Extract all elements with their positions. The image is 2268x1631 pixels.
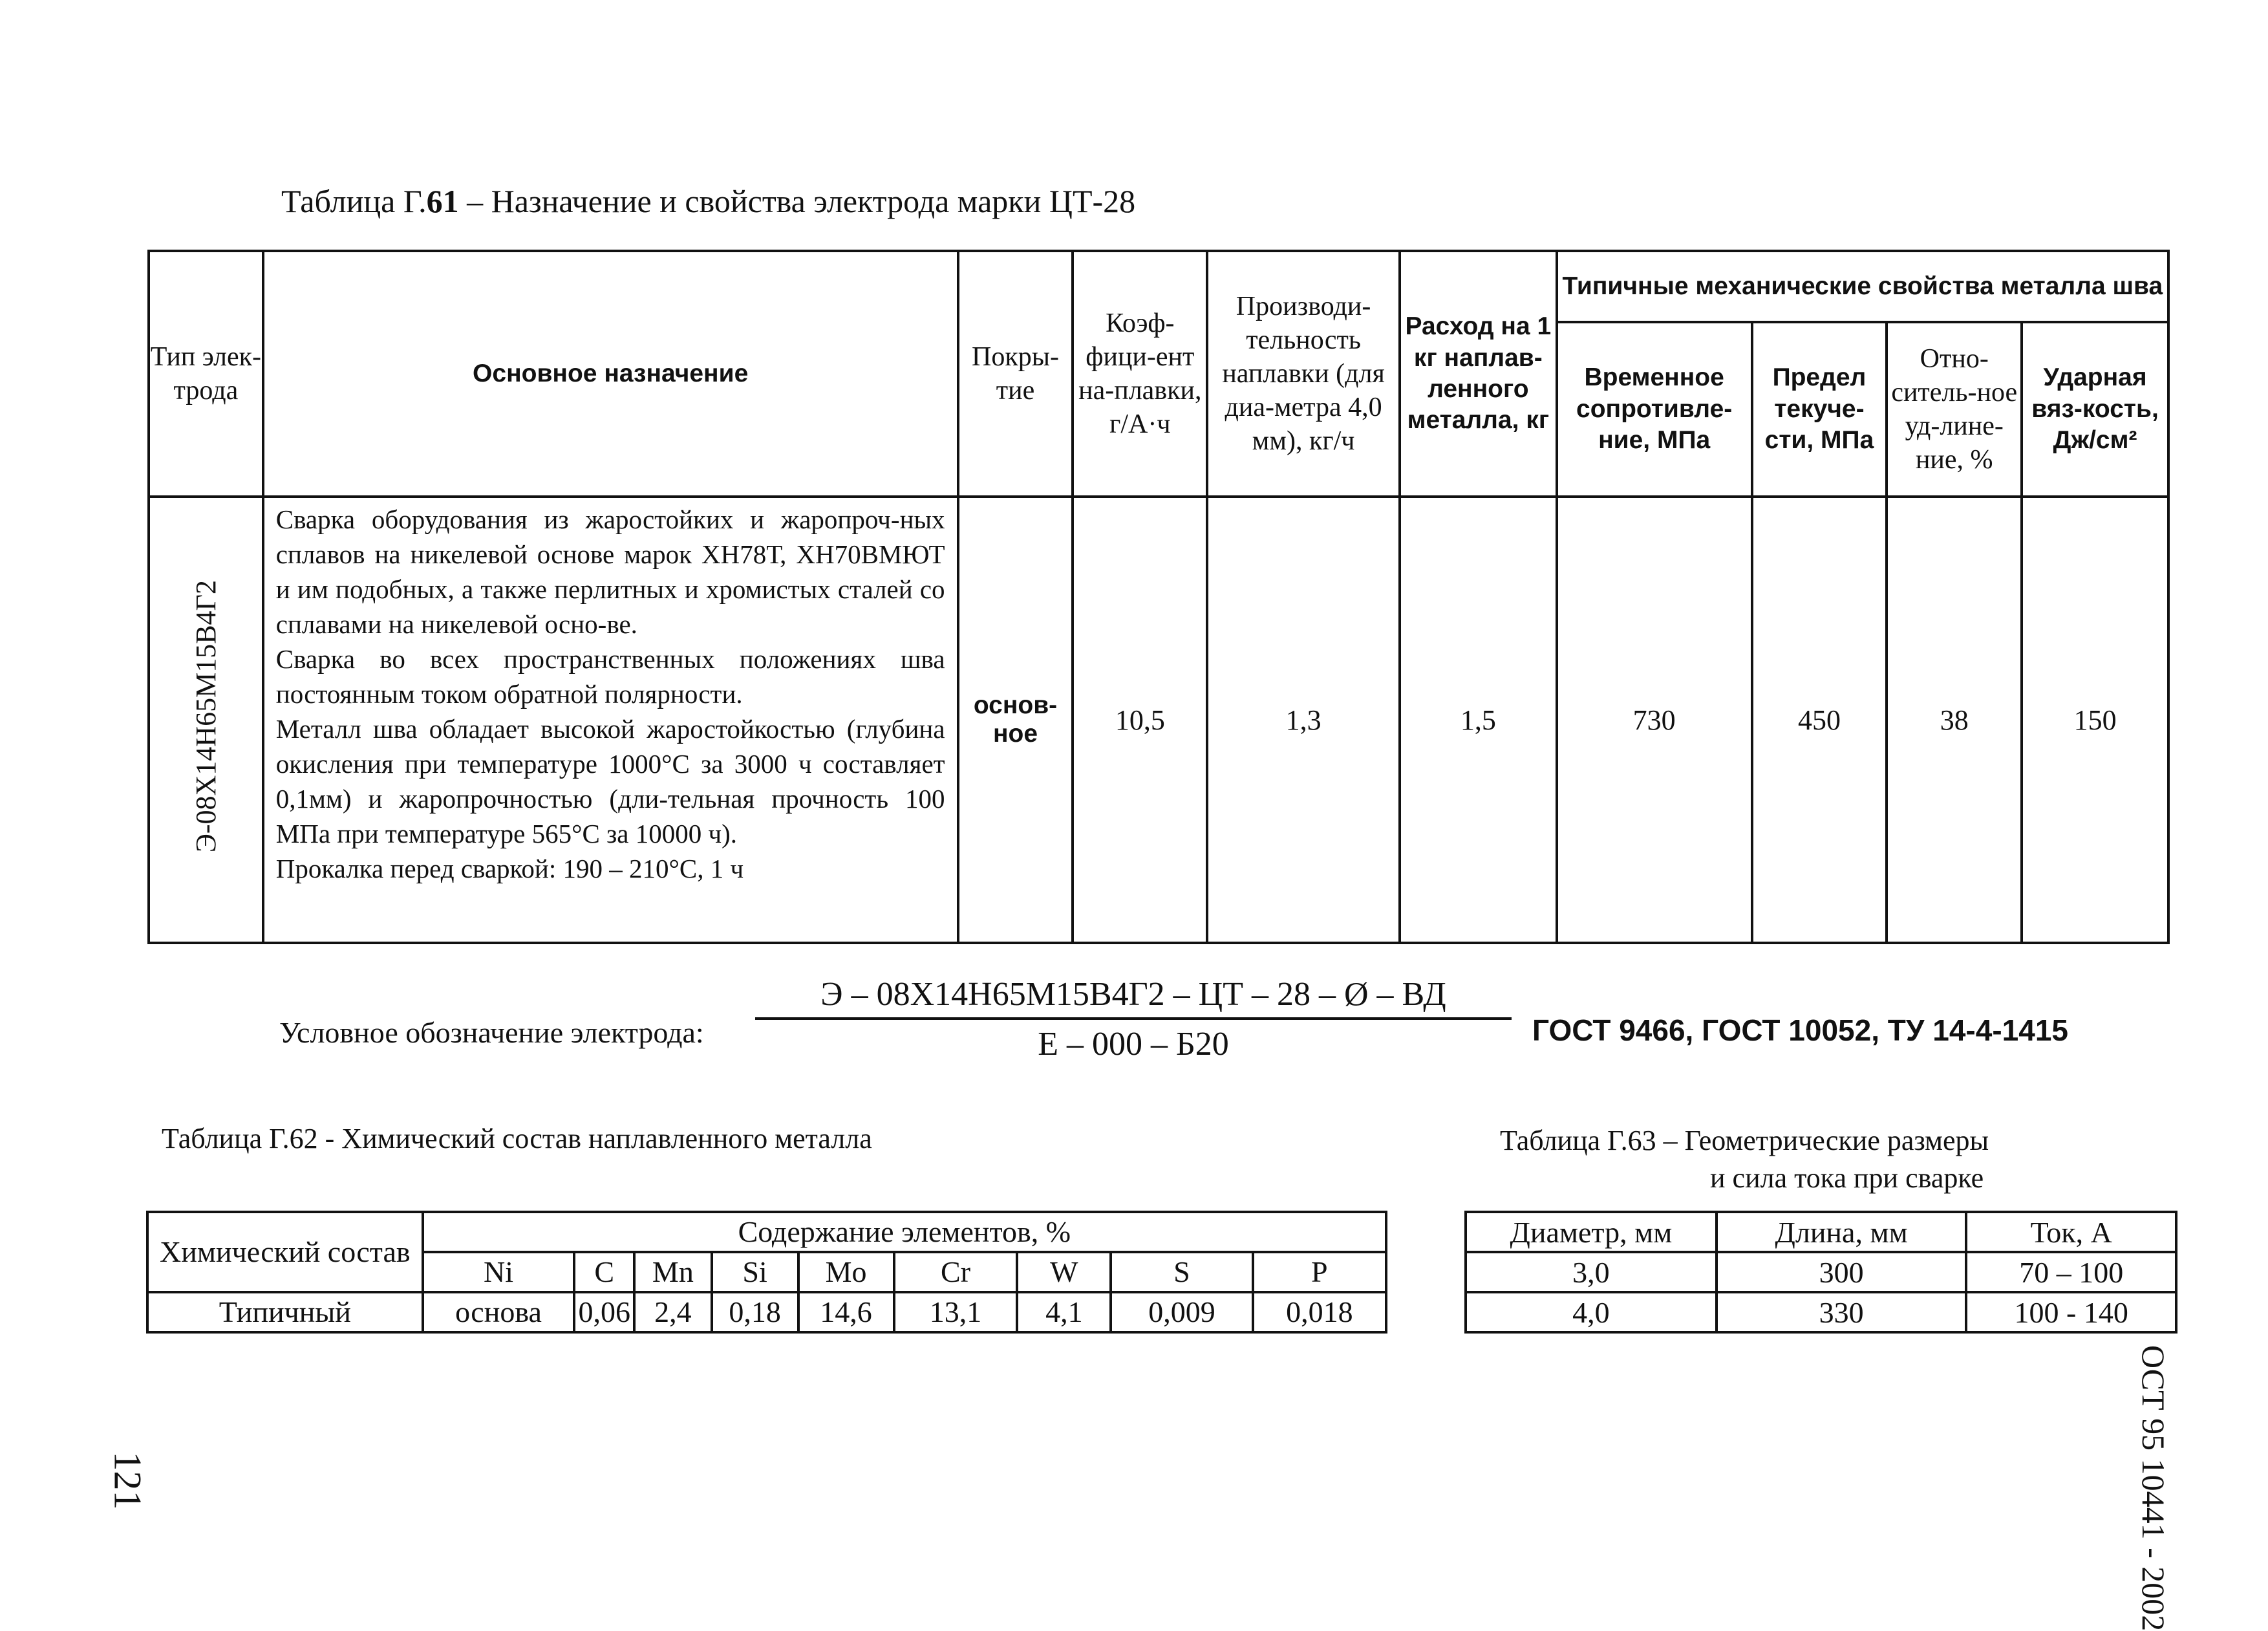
- element-value: 0,06: [574, 1292, 634, 1332]
- document-code: ОСТ 95 10441 - 2002: [2135, 1345, 2172, 1631]
- element-header: Mo: [798, 1252, 894, 1292]
- element-value: 4,1: [1017, 1292, 1111, 1332]
- designation-label: Условное обозначение электрода:: [279, 1016, 704, 1049]
- header-length: Длина, мм: [1717, 1212, 1967, 1252]
- length-value: 330: [1717, 1292, 1967, 1332]
- element-header: W: [1017, 1252, 1111, 1292]
- yield-value: 450: [1752, 497, 1887, 943]
- element-header: Ni: [423, 1252, 575, 1292]
- element-value: 0,009: [1111, 1292, 1252, 1332]
- diameter-value: 3,0: [1466, 1252, 1717, 1292]
- diameter-value: 4,0: [1466, 1292, 1717, 1332]
- element-header: S: [1111, 1252, 1252, 1292]
- header-diameter: Диаметр, мм: [1466, 1212, 1717, 1252]
- length-value: 300: [1717, 1252, 1967, 1292]
- table-63-caption-line1: Таблица Г.63 – Геометрические размеры: [1500, 1125, 1989, 1156]
- element-header: Cr: [894, 1252, 1018, 1292]
- current-value: 70 – 100: [1966, 1252, 2176, 1292]
- tensile-value: 730: [1557, 497, 1752, 943]
- table-61: [147, 250, 2170, 944]
- table-63: [1464, 1211, 2177, 1334]
- purpose-line: Металл шва обладает высокой жаростойкостью (глубина окисления при температуре 1000°С за 3000 ч составляет 0,1мм) и жаропрочностью (дли-тельная прочность 100 МПа при температуре 565°С за 10000 ч).: [275, 714, 945, 848]
- header-deposition-coef: Коэф-фици-ент на-плавки, г/А·ч: [1073, 251, 1207, 497]
- element-value: 2,4: [634, 1292, 712, 1332]
- header-consumption: Расход на 1 кг наплав-ленного металла, кг: [1400, 251, 1557, 497]
- impact-value: 150: [2022, 497, 2168, 943]
- elongation-value: 38: [1887, 497, 2022, 943]
- element-header: P: [1253, 1252, 1386, 1292]
- header-impact-strength: Ударная вяз-кость, Дж/см²: [2022, 322, 2168, 497]
- element-header: C: [574, 1252, 634, 1292]
- element-value: 0,018: [1253, 1292, 1386, 1332]
- table-62: [146, 1211, 1387, 1334]
- designation-numerator: Э – 08Х14Н65М15В4Г2 – ЦТ – 28 – Ø – ВД: [755, 975, 1512, 1020]
- element-header: Si: [712, 1252, 798, 1292]
- header-tensile-strength: Временное сопротивле-ние, МПа: [1557, 322, 1752, 497]
- header-productivity: Производи-тельность наплавки (для диа-метра 4,0 мм), кг/ч: [1207, 251, 1400, 497]
- electrode-type-cell: [149, 497, 263, 943]
- header-yield-strength: Предел текуче-сти, МПа: [1752, 322, 1887, 497]
- designation-denominator: Е – 000 – Б20: [1038, 1026, 1229, 1063]
- chem-row-label: Типичный: [147, 1292, 423, 1332]
- designation-fraction: [755, 975, 1512, 1063]
- header-current: Ток, А: [1966, 1212, 2176, 1252]
- coef-value: 10,5: [1073, 497, 1207, 943]
- electrode-type: Э-08Х14Н65М15В4Г2: [189, 579, 222, 853]
- designation-standards: ГОСТ 9466, ГОСТ 10052, ТУ 14-4-1415: [1532, 1013, 2068, 1047]
- header-elongation: Отно-ситель-ное уд-лине-ние, %: [1887, 322, 2022, 497]
- current-value: 100 - 140: [1966, 1292, 2176, 1332]
- header-purpose: Основное назначение: [263, 251, 958, 497]
- chem-group-header: Содержание элементов, %: [423, 1212, 1386, 1252]
- table-63-caption-line2: и сила тока при сварке: [1710, 1162, 1984, 1194]
- productivity-value: 1,3: [1207, 497, 1400, 943]
- purpose-line: Сварка во всех пространственных положениях шва постоянным током обратной полярности.: [275, 644, 945, 709]
- element-header: Mn: [634, 1252, 712, 1292]
- element-value: основа: [423, 1292, 575, 1332]
- purpose-line: Сварка оборудования из жаростойких и жаропроч-ных сплавов на никелевой основе марок ХН78Т, ХН70ВМЮТ и им подобных, а также перлитных и хромистых сталей со сплавами на никелевой осно-ве.: [275, 504, 945, 639]
- header-electrode-type: Тип элек-трода: [149, 251, 263, 497]
- coating-value: основ-ное: [958, 497, 1073, 943]
- purpose-line: Прокалка перед сваркой: 190 – 210°С, 1 ч: [275, 854, 744, 883]
- consumption-value: 1,5: [1400, 497, 1557, 943]
- table-61-caption: Таблица Г.61 – Назначение и свойства электрода марки ЦТ-28: [281, 183, 1136, 219]
- element-value: 14,6: [798, 1292, 894, 1332]
- table-63-caption: [1500, 1122, 1989, 1197]
- element-value: 13,1: [894, 1292, 1018, 1332]
- page-number: 121: [106, 1451, 149, 1510]
- table-62-caption: Таблица Г.62 - Химический состав наплавленного металла: [162, 1123, 872, 1154]
- header-mechanical-properties: Типичные механические свойства металла шва: [1557, 251, 2168, 322]
- purpose-cell: [263, 497, 958, 943]
- header-coating: Покры-тие: [958, 251, 1073, 497]
- chem-row-header: Химический состав: [147, 1212, 423, 1292]
- element-value: 0,18: [712, 1292, 798, 1332]
